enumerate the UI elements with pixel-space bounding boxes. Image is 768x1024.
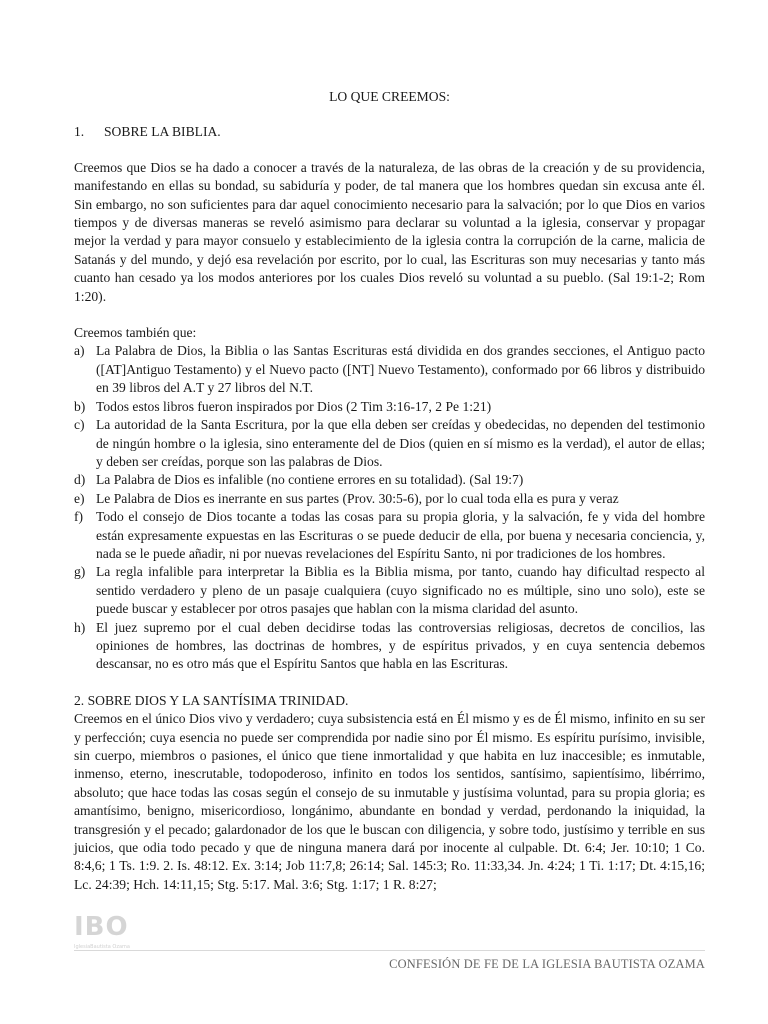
section-1-heading [74,123,705,141]
section-1-paragraph: Creemos que Dios se ha dado a conocer a través de la naturaleza, de las obras de la creación y de su providencia, manifestando en ellas su bondad, su sabiduría y poder, de tal manera que los hombres quedan sin excusa ante él. Sin embargo, no son suficientes para dar aquel conocimiento necesario para la salvación; por lo que Dios en varios tiempos y de diversas maneras se reveló asimismo para declarar su voluntad a la iglesia, conservar y propagar mejor la verdad y para mayor consuelo y establecimiento de la iglesia contra la corrupción de la carne, malicia de Satanás y del mundo, y dejó esa revelación por escrito, por lo cual, las Escrituras son muy necesarias y tanto más cuanto han cesado ya los modos anteriores por los cuales Dios reveló su voluntad a su pueblo. (Sal 19:1-2; Rom 1:20). [74,159,705,304]
section-2-paragraph: Creemos en el único Dios vivo y verdadero; cuya subsistencia está en Él mismo y es de Él mismo, infinito en su ser y perfección; cuya esencia no puede ser comprendida por nadie sino por Él mismo. Es espíritu purísimo, invisible, sin cuerpo, miembros o pasiones, el único que tiene inmortalidad y que habita en luz inaccesible; es inmutable, inmenso, eterno, inescrutable, todopoderoso, infinito en todos los sentidos, santísimo, sapientísimo, libérrimo, absoluto; que hace todas las cosas según el consejo de su inmutable y justísima voluntad, para su propia gloria; es amantísimo, benigno, misericordioso, longánimo, abundante en bondad y verdad, perdonando la iniquidad, la transgresión y el pecado; galardonador de los que le buscan con diligencia, y sobre todo, justísimo y terrible en sus juicios, que odia todo pecado y que de ninguna manera dará por inocente al culpable. Dt. 6:4; Jer. 10:10; 1 Co. 8:4,6; 1 Ts. 1:9. 2. Is. 48:12. Ex. 3:14; Job 11:7,8; 26:14; Sal. 145:3; Ro. 11:33,34. Jn. 4:24; 1 Ti. 1:17; Dt. 4:15,16; Lc. 24:39; Hch. 14:11,15; Stg. 5:17. Mal. 3:6; Stg. 1:17; 1 R. 8:27; [74,711,705,892]
list-item-marker: d) [74,472,86,488]
document-title: LO QUE CREEMOS: [329,89,450,104]
belief-list [74,342,705,673]
section-1-heading-text: SOBRE LA BIBLIA. [104,124,221,140]
section-1-number: 1. [74,124,85,140]
list-item [74,563,705,618]
church-logo-mark: IBO [74,912,129,942]
section-2-heading: 2. SOBRE DIOS Y LA SANTÍSIMA TRINIDAD. [74,692,349,708]
church-logo [74,912,134,958]
list-item-text: La Palabra de Dios, la Biblia o las Santas Escrituras está dividida en dos grandes secciones, el Antiguo pacto ([AT]Antiguo Testamento) y el Nuevo pacto ([NT] Nuevo Testamento), conformado por 66 libros y distribuido en 39 libros del A.T y 27 libros del N.T. [96,343,705,396]
list-item [74,398,705,416]
list-item-text: Todos estos libros fueron inspirados por Dios (2 Tim 3:16-17, 2 Pe 1:21) [96,398,492,414]
church-logo-caption: IglesiaBautista Ozama [74,944,130,950]
list-item-marker: e) [74,490,85,506]
list-item-marker: h) [74,619,86,635]
section-1-intro: Creemos también que: [74,325,197,341]
list-item-marker: c) [74,417,85,433]
list-item-text: Le Palabra de Dios es inerrante en sus partes (Prov. 30:5-6), por lo cual toda ella es pura y veraz [96,490,619,506]
list-item [74,508,705,563]
list-item [74,490,705,508]
list-item [74,342,705,397]
list-item [74,471,705,489]
list-item [74,416,705,471]
list-item-text: El juez supremo por el cual deben decidirse todas las controversias religiosas, decretos de concilios, las opiniones de hombres, las doctrinas de hombres, y de espíritus privados, y en cuya sentencia debemos descansar, no es otro más que el Espíritu Santos que habla en las Escrituras. [96,619,705,672]
list-item-text: La autoridad de la Santa Escritura, por la que ella deben ser creídas y obedecidas, no dependen del testimonio de ningún hombre o la iglesia, sino enteramente del de Dios (quien en sí mismo es la verdad), el autor de ellas; y deben ser creídas, porque son las palabras de Dios. [96,417,705,469]
footer-divider [74,950,705,951]
list-item [74,619,705,674]
list-item-marker: a) [74,343,85,359]
list-item-marker: g) [74,564,86,580]
list-item-marker: b) [74,398,86,414]
document-page [74,88,705,894]
footer-text: CONFESIÓN DE FE DE LA IGLESIA BAUTISTA OZAMA [389,957,705,971]
list-item-text: La regla infalible para interpretar la Biblia es la Biblia misma, por tanto, cuando hay dificultad respecto al sentido verdadero y pleno de un pasaje cualquiera (cuyo significado no es múltiple, sino uno solo), este se puede buscar y establecer por otros pasajes que hablan con la misma claridad del asunto. [96,564,705,617]
list-item-marker: f) [74,509,84,525]
list-item-text: Todo el consejo de Dios tocante a todas las cosas para su propia gloria, y la salvación, fe y vida del hombre están expresamente expuestas en las Escrituras o se puede deducir de ella, por buena y necesaria conciencia, y, nada se le puede añadir, ni por nuevas revelaciones del Espíritu Santo, ni por tradiciones de los hombres. [96,509,705,561]
list-item-text: La Palabra de Dios es infalible (no contiene errores en su totalidad). (Sal 19:7) [96,472,524,488]
